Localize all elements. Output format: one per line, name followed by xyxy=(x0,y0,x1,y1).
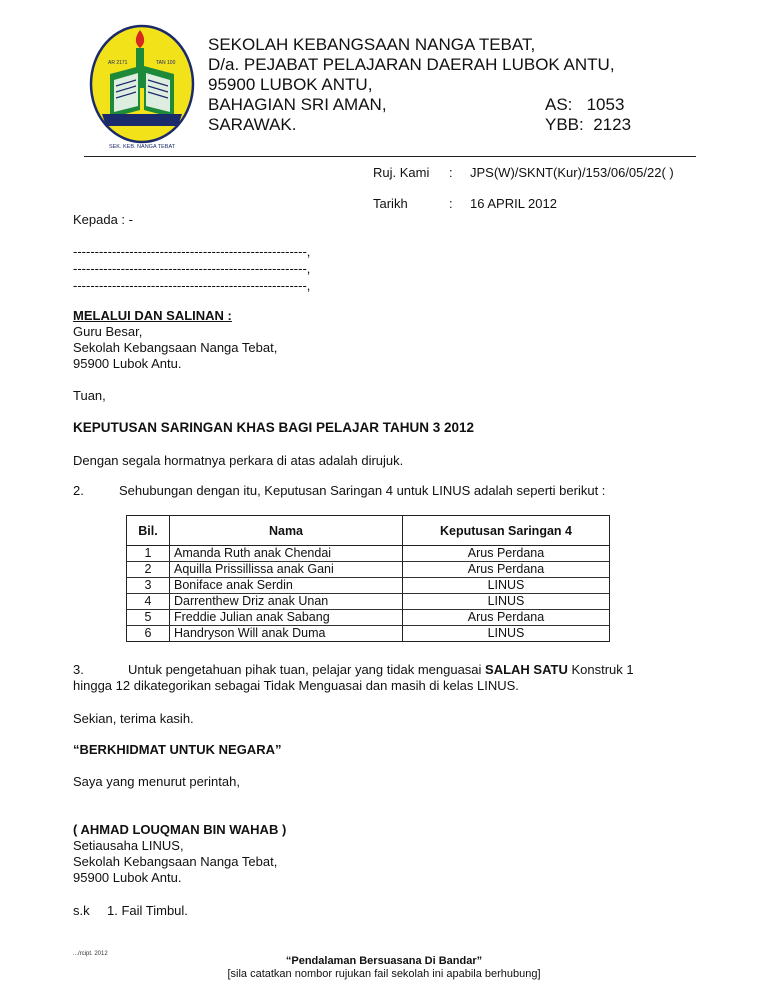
signatory-school: Sekolah Kebangsaan Nanga Tebat, xyxy=(73,854,278,869)
footer-note: [sila catatkan nombor rujukan fail sekolah ini apabila berhubung] xyxy=(227,968,541,980)
table-row xyxy=(127,562,610,578)
cell-keputusan: LINUS xyxy=(403,578,610,594)
table-row xyxy=(127,610,610,626)
table-row xyxy=(127,578,610,594)
cell-nama: Aquilla Prissillissa anak Gani xyxy=(170,562,403,578)
table-row xyxy=(127,626,610,642)
letterhead-school: SEKOLAH KEBANGSAAN NANGA TEBAT, xyxy=(208,35,536,54)
tarikh-value: 16 APRIL 2012 xyxy=(470,196,557,211)
melalui-line-2: Sekolah Kebangsaan Nanga Tebat, xyxy=(73,340,278,355)
table-row xyxy=(127,594,610,610)
cc-item: 1. Fail Timbul. xyxy=(107,903,188,918)
table-header-row xyxy=(127,516,610,546)
letterhead-line5: SARAWAK. xyxy=(208,115,297,134)
cell-nama: Boniface anak Serdin xyxy=(170,578,403,594)
recipient-blank-2: ------------------------------------------------------, xyxy=(73,261,311,276)
cell-bil: 3 xyxy=(127,578,170,594)
ruj-separator: : xyxy=(449,165,453,180)
cell-nama: Freddie Julian anak Sabang xyxy=(170,610,403,626)
paragraph-1: Dengan segala hormatnya perkara di atas adalah dirujuk. xyxy=(73,453,404,468)
cell-nama: Amanda Ruth anak Chendai xyxy=(170,546,403,562)
paragraph-2: Sehubungan dengan itu, Keputusan Saringan 4 untuk LINUS adalah seperti berikut : xyxy=(119,483,606,498)
tarikh-label: Tarikh xyxy=(373,196,408,211)
kepada-label: Kepada : - xyxy=(73,212,133,227)
paragraph-3-line-2: hingga 12 dikategorikan sebagai Tidak Menguasai dan masih di kelas LINUS. xyxy=(73,678,519,693)
recipient-blank-1: ------------------------------------------------------, xyxy=(73,244,311,259)
signatory-name: ( AHMAD LOUQMAN BIN WAHAB ) xyxy=(73,822,287,837)
ruj-value: JPS(W)/SKNT(Kur)/153/06/05/22( ) xyxy=(470,165,674,180)
col-header-keputusan: Keputusan Saringan 4 xyxy=(403,516,610,546)
cell-keputusan: Arus Perdana xyxy=(403,546,610,562)
cell-bil: 1 xyxy=(127,546,170,562)
paragraph-3-line-1 xyxy=(128,662,634,678)
recipient-blank-3: ------------------------------------------------------, xyxy=(73,278,311,293)
subject-heading: KEPUTUSAN SARINGAN KHAS BAGI PELAJAR TAHUN 3 2012 xyxy=(73,420,475,435)
as-code xyxy=(545,95,624,115)
paragraph-3-text-a: Untuk pengetahuan pihak tuan, pelajar yang tidak menguasai xyxy=(128,662,486,677)
cell-bil: 2 xyxy=(127,562,170,578)
col-header-bil: Bil. xyxy=(127,516,170,546)
cell-keputusan: LINUS xyxy=(403,626,610,642)
cell-keputusan: LINUS xyxy=(403,594,610,610)
tarikh-separator: : xyxy=(449,196,453,211)
motto: “BERKHIDMAT UNTUK NEGARA” xyxy=(73,742,282,757)
perintah: Saya yang menurut perintah, xyxy=(73,774,240,789)
cell-nama: Handryson Will anak Duma xyxy=(170,626,403,642)
letterhead-line3: 95900 LUBOK ANTU, xyxy=(208,75,373,94)
letterhead-line4: BAHAGIAN SRI AMAN, xyxy=(208,95,387,114)
paragraph-3-text-b: Konstruk 1 xyxy=(567,662,634,677)
logo-text-right: TAN 100 xyxy=(156,60,176,66)
salutation: Tuan, xyxy=(73,388,106,403)
col-header-nama: Nama xyxy=(170,516,403,546)
cell-nama: Darrenthew Driz anak Unan xyxy=(170,594,403,610)
cell-bil: 4 xyxy=(127,594,170,610)
cell-bil: 6 xyxy=(127,626,170,642)
logo-banner-text: SEK. KEB. NANGA TEBAT xyxy=(108,144,176,150)
school-logo xyxy=(88,22,196,150)
closing: Sekian, terima kasih. xyxy=(73,711,194,726)
signatory-address: 95900 Lubok Antu. xyxy=(73,870,182,885)
letterhead-line2: D/a. PEJABAT PELAJARAN DAERAH LUBOK ANTU, xyxy=(208,55,615,74)
melalui-heading: MELALUI DAN SALINAN : xyxy=(73,308,232,323)
ybb-label: YBB: xyxy=(545,115,584,134)
cell-keputusan: Arus Perdana xyxy=(403,610,610,626)
cell-keputusan: Arus Perdana xyxy=(403,562,610,578)
logo-text-left: AR 2171 xyxy=(108,60,128,66)
ruj-label: Ruj. Kami xyxy=(373,165,430,180)
header-divider xyxy=(84,156,696,157)
signatory-title: Setiausaha LINUS, xyxy=(73,838,184,853)
footer-small-ref: .../rcipt. 2012 xyxy=(73,951,108,957)
melalui-line-3: 95900 Lubok Antu. xyxy=(73,356,182,371)
as-value: 1053 xyxy=(586,95,625,114)
as-label: AS: xyxy=(545,95,573,114)
ybb-value: 2123 xyxy=(593,115,632,134)
paragraph-3-number: 3. xyxy=(73,662,84,677)
ybb-code xyxy=(545,115,631,135)
cc-label: s.k xyxy=(73,903,90,918)
paragraph-3-emphasis: SALAH SATU xyxy=(485,662,568,677)
paragraph-2-number: 2. xyxy=(73,483,84,498)
table-row xyxy=(127,546,610,562)
cell-bil: 5 xyxy=(127,610,170,626)
results-table xyxy=(126,515,610,642)
footer-slogan: “Pendalaman Bersuasana Di Bandar” xyxy=(285,955,483,967)
melalui-line-1: Guru Besar, xyxy=(73,324,143,339)
